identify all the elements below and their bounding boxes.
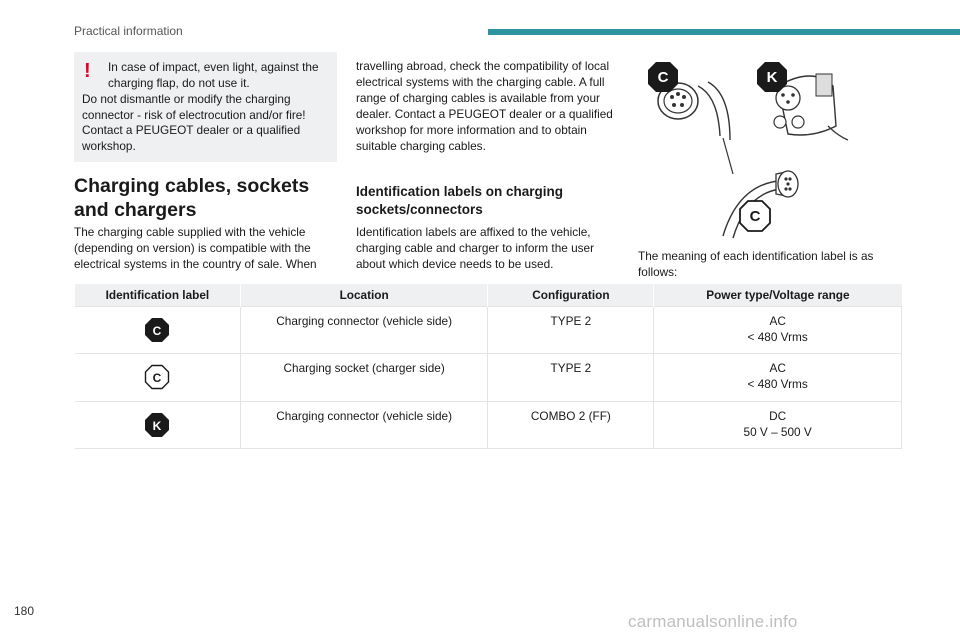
compatibility-paragraph: travelling abroad, check the compatibility of local electrical systems with the charging cable. A full range of charging cables is available from your dealer. Contact a PEUGEOT dealer or a qualified workshop for more information and to obtain suitable charging cables. — [356, 59, 613, 153]
badge-letter: C — [152, 323, 162, 338]
label-cell — [75, 306, 241, 353]
section-heading: Charging cables, sockets and chargers — [74, 175, 310, 221]
watermark: carmanualsonline.info — [628, 612, 798, 631]
label-cell — [75, 353, 241, 401]
label-c-top-text: C — [657, 69, 669, 86]
label-c-bottom-text: C — [749, 208, 761, 225]
labels-paragraph: Identification labels are affixed to the vehicle, charging cable and charger to inform the user about which device needs to be used. — [356, 225, 595, 271]
warning-first-line: In case of impact, even light, against the charging flap, do not use it. — [108, 60, 319, 90]
table-header-row — [75, 284, 902, 306]
power-cell — [654, 353, 902, 401]
page-number: 180 — [14, 604, 35, 618]
power-type: DC — [769, 408, 787, 423]
header-accent-bar — [488, 29, 960, 35]
warning-text: Do not dismantle or modify the charging connector - risk of electrocution and/or fire! Contact a PEUGEOT dealer or a qualified workshop. — [82, 92, 306, 153]
label-k-top-text: K — [766, 69, 778, 86]
table-row — [75, 353, 902, 401]
header-location: Location — [240, 284, 488, 306]
power-cell — [654, 401, 902, 448]
power-cell — [654, 306, 902, 353]
badge-c-outline — [144, 364, 170, 390]
badge-letter: K — [152, 418, 162, 433]
table-row — [75, 401, 902, 448]
identification-table — [74, 284, 902, 449]
intro-paragraph: The charging cable supplied with the vehicle (depending on version) is compatible with the electrical systems in the country of sale. When — [74, 225, 317, 271]
voltage-range: < 480 Vrms — [747, 376, 808, 391]
power-type: AC — [769, 360, 786, 375]
connector-illustrations — [638, 56, 898, 246]
location-cell: Charging connector (vehicle side) — [240, 401, 488, 448]
configuration-cell: TYPE 2 — [488, 353, 654, 401]
type2-vehicle-connector-illustration — [658, 82, 733, 174]
badge-c-filled — [144, 317, 170, 343]
header-configuration: Configuration — [488, 284, 654, 306]
labels-meaning-paragraph: The meaning of each identification label is as follows: — [638, 249, 874, 279]
location-cell: Charging connector (vehicle side) — [240, 306, 488, 353]
badge-letter: C — [152, 370, 162, 385]
subsection-heading: Identification labels on charging sockets/connectors — [356, 184, 564, 217]
connector-illustration-svg — [638, 56, 898, 246]
label-c-filled-top — [648, 62, 678, 92]
exclamation-icon: ! — [84, 60, 91, 82]
header-identification-label: Identification label — [75, 284, 241, 306]
voltage-range: 50 V – 500 V — [743, 424, 812, 439]
section-title: Practical information — [74, 24, 183, 38]
label-cell — [75, 401, 241, 448]
power-type: AC — [769, 313, 786, 328]
label-c-outline-bottom — [740, 201, 770, 231]
badge-k-filled — [144, 412, 170, 438]
header-power: Power type/Voltage range — [654, 284, 902, 306]
location-cell: Charging socket (charger side) — [240, 353, 488, 401]
label-k-filled-top — [757, 62, 787, 92]
configuration-cell: TYPE 2 — [488, 306, 654, 353]
table-row — [75, 306, 902, 353]
configuration-cell: COMBO 2 (FF) — [488, 401, 654, 448]
voltage-range: < 480 Vrms — [747, 329, 808, 344]
warning-box — [74, 52, 337, 162]
